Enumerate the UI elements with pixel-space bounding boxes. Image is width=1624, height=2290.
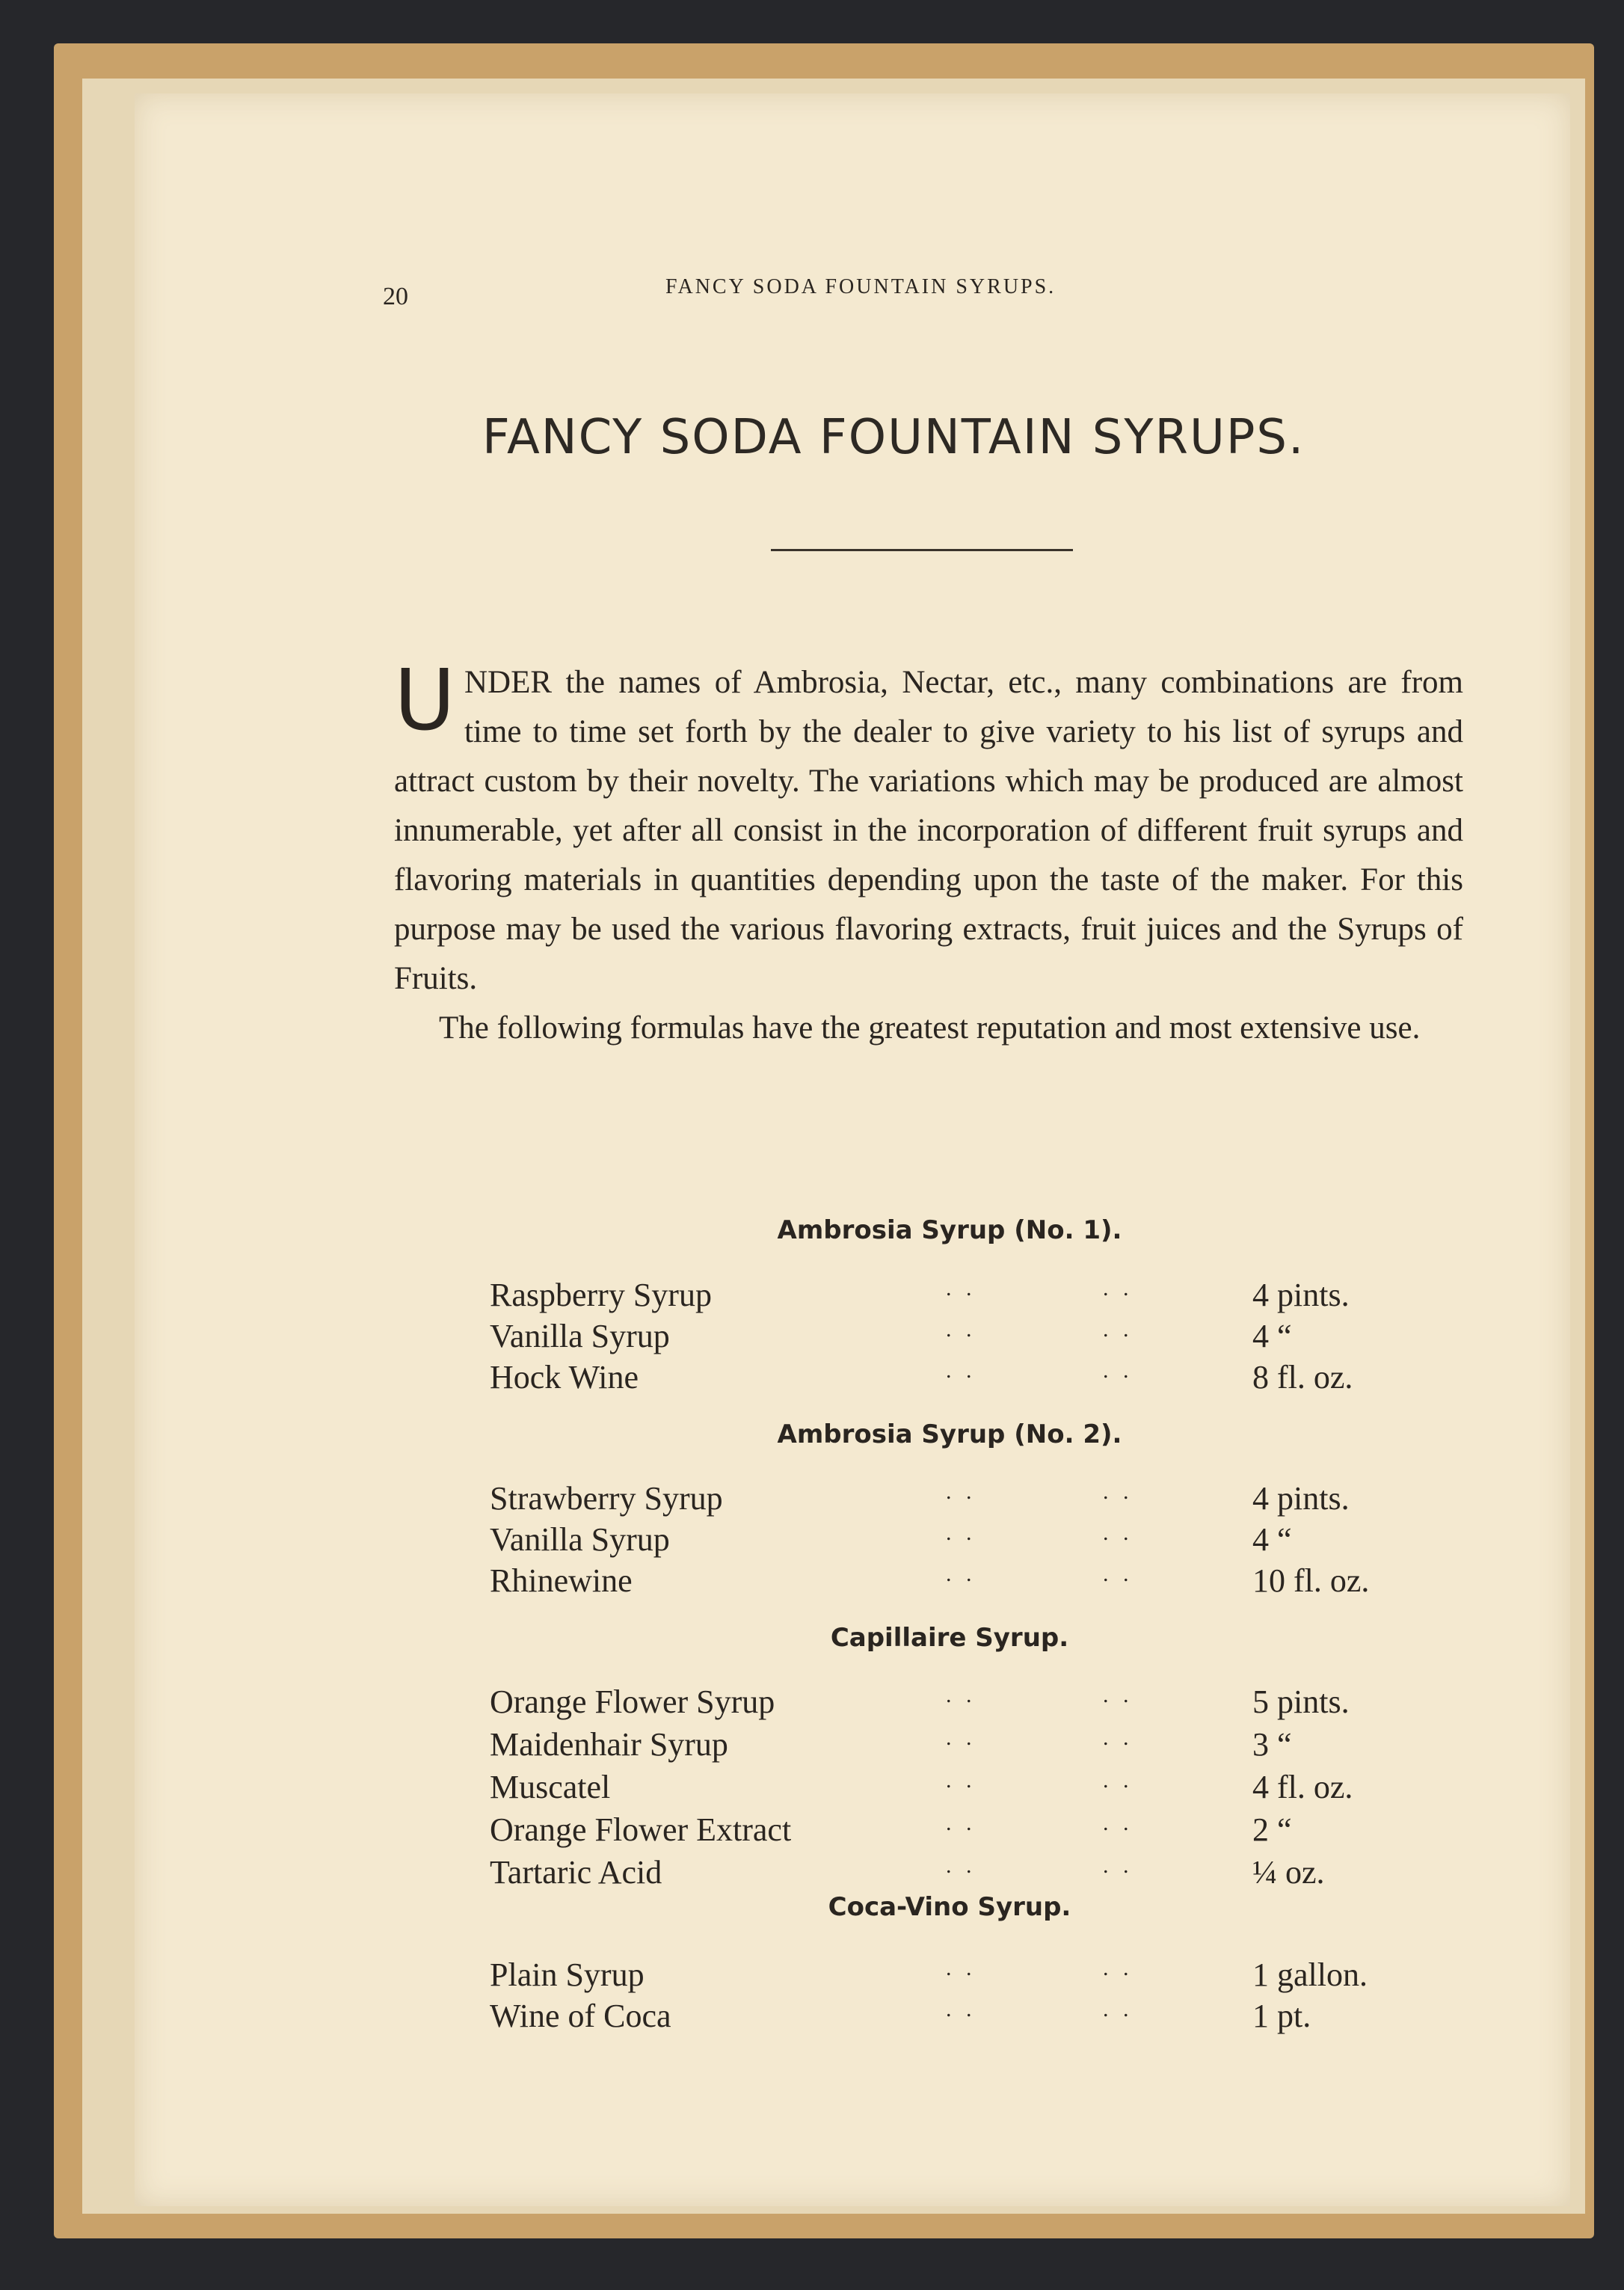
ingredient-name: Strawberry Syrup bbox=[490, 1480, 723, 1517]
recipe-title: Capillaire Syrup. bbox=[830, 1623, 1069, 1653]
ingredient-row bbox=[490, 1683, 1462, 1725]
ingredient-row bbox=[490, 1479, 1462, 1521]
ingredient-name: Raspberry Syrup bbox=[490, 1277, 712, 1313]
ingredient-amount: 3 “ bbox=[1252, 1726, 1292, 1763]
leader-dots: . . bbox=[946, 1768, 976, 1793]
leader-dots: . . bbox=[1103, 1853, 1134, 1878]
ingredient-amount: 4 fl. oz. bbox=[1252, 1769, 1353, 1805]
ingredient-amount: ¼ oz. bbox=[1252, 1854, 1325, 1891]
leader-dots: . . bbox=[1103, 1317, 1134, 1342]
ingredient-row bbox=[490, 1317, 1462, 1359]
leader-dots: . . bbox=[946, 1997, 976, 2022]
ingredient-amount: 4 “ bbox=[1252, 1521, 1292, 1558]
leader-dots: . . bbox=[946, 1562, 976, 1586]
ingredient-row bbox=[490, 1562, 1462, 1603]
ingredient-row bbox=[490, 1811, 1462, 1852]
leader-dots: . . bbox=[946, 1276, 976, 1301]
ingredient-name: Maidenhair Syrup bbox=[490, 1726, 728, 1763]
ingredient-name: Vanilla Syrup bbox=[490, 1521, 670, 1558]
leader-dots: . . bbox=[1103, 1562, 1134, 1586]
ingredient-row bbox=[490, 1768, 1462, 1810]
leader-dots: . . bbox=[1103, 1956, 1134, 1980]
recipe-title: Ambrosia Syrup (No. 2). bbox=[777, 1419, 1122, 1449]
title-rule bbox=[771, 549, 1073, 551]
ingredient-name: Orange Flower Syrup bbox=[490, 1683, 775, 1720]
paragraph-2: The following formulas have the greatest reputation and most extensive use. bbox=[439, 1010, 1421, 1046]
leader-dots: . . bbox=[946, 1317, 976, 1342]
ingredient-amount: 1 pt. bbox=[1252, 1998, 1311, 2034]
leader-dots: . . bbox=[946, 1811, 976, 1835]
leader-dots: . . bbox=[946, 1683, 976, 1707]
recipe-title: Ambrosia Syrup (No. 1). bbox=[777, 1215, 1122, 1245]
paragraph-1: NDER the names of Ambrosia, Nectar, etc., many combinations are from time to time set forth by the dealer to give variety to his list of syrups and attract custom by their novelty. The variations which may be produced are almost innumerable, yet after all consist in the incorporation of different fruit syrups and flavoring materials in quantities depending upon the taste of the maker. For this purpose may be used the various flavoring extracts, fruit juices and the Syrups of Fruits. bbox=[394, 665, 1463, 996]
ingredient-name: Plain Syrup bbox=[490, 1956, 645, 1993]
ingredient-row bbox=[490, 1997, 1462, 2039]
leader-dots: . . bbox=[1103, 1276, 1134, 1301]
ingredient-amount: 4 pints. bbox=[1252, 1480, 1350, 1517]
ingredient-row bbox=[490, 1520, 1462, 1562]
ingredient-row bbox=[490, 1725, 1462, 1767]
leader-dots: . . bbox=[1103, 1358, 1134, 1383]
page-title: FANCY SODA FOUNTAIN SYRUPS. bbox=[482, 410, 1305, 465]
page-number: 20 bbox=[383, 283, 408, 310]
recipe-title: Coca-Vino Syrup. bbox=[828, 1892, 1071, 1922]
ingredient-name: Tartaric Acid bbox=[490, 1854, 662, 1891]
leader-dots: . . bbox=[1103, 1811, 1134, 1835]
leader-dots: . . bbox=[946, 1358, 976, 1383]
ingredient-amount: 4 pints. bbox=[1252, 1277, 1350, 1313]
ingredient-name: Hock Wine bbox=[490, 1359, 639, 1396]
running-head: FANCY SODA FOUNTAIN SYRUPS. bbox=[665, 275, 1056, 298]
ingredient-row bbox=[490, 1358, 1462, 1400]
drop-cap: U bbox=[394, 652, 455, 749]
ingredient-amount: 5 pints. bbox=[1252, 1683, 1350, 1720]
ingredient-amount: 4 “ bbox=[1252, 1318, 1292, 1354]
leader-dots: . . bbox=[1103, 1479, 1134, 1504]
leader-dots: . . bbox=[946, 1520, 976, 1545]
leader-dots: . . bbox=[946, 1956, 976, 1980]
ingredient-amount: 1 gallon. bbox=[1252, 1956, 1368, 1993]
leader-dots: . . bbox=[1103, 1725, 1134, 1750]
leader-dots: . . bbox=[1103, 1683, 1134, 1707]
leader-dots: . . bbox=[946, 1853, 976, 1878]
intro-text bbox=[394, 652, 1463, 1053]
leader-dots: . . bbox=[946, 1479, 976, 1504]
leader-dots: . . bbox=[1103, 1997, 1134, 2022]
ingredient-amount: 10 fl. oz. bbox=[1252, 1562, 1370, 1599]
ingredient-name: Muscatel bbox=[490, 1769, 611, 1805]
leader-dots: . . bbox=[1103, 1520, 1134, 1545]
ingredient-amount: 2 “ bbox=[1252, 1811, 1292, 1848]
leader-dots: . . bbox=[1103, 1768, 1134, 1793]
ingredient-name: Wine of Coca bbox=[490, 1998, 671, 2034]
ingredient-name: Rhinewine bbox=[490, 1562, 633, 1599]
ingredient-amount: 8 fl. oz. bbox=[1252, 1359, 1353, 1396]
leader-dots: . . bbox=[946, 1725, 976, 1750]
ingredient-name: Vanilla Syrup bbox=[490, 1318, 670, 1354]
ingredient-row bbox=[490, 1853, 1462, 1895]
ingredient-row bbox=[490, 1276, 1462, 1318]
ingredient-name: Orange Flower Extract bbox=[490, 1811, 792, 1848]
ingredient-row bbox=[490, 1956, 1462, 1998]
